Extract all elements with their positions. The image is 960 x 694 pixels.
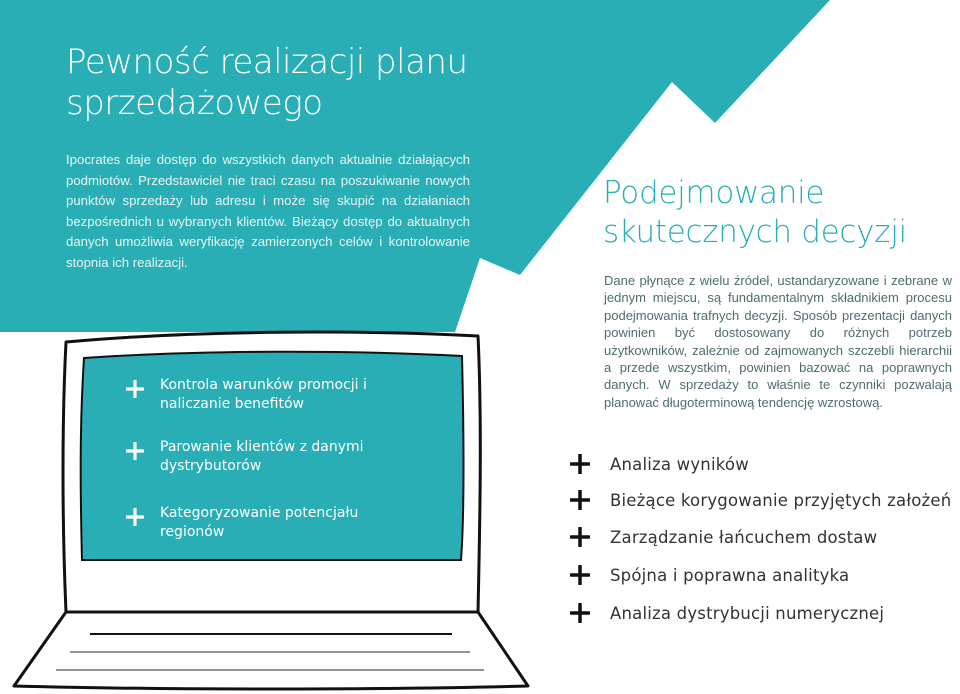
plus-icon	[126, 380, 144, 398]
right-list-item	[570, 490, 951, 510]
laptop-item-text: Kategoryzowanie potencjału regionów	[160, 505, 359, 540]
right-list-item	[570, 565, 849, 585]
right-list-item	[570, 527, 877, 547]
left-title: Pewność realizacji planu sprzedażowego	[66, 42, 468, 123]
laptop-item-text: Parowanie klientów z danymi dystrybutorów	[160, 439, 364, 474]
right-item-text: Zarządzanie łańcuchem dostaw	[610, 527, 878, 547]
right-item-text: Bieżące korygowanie przyjętych założeń	[610, 490, 952, 510]
plus-icon	[126, 442, 144, 460]
right-item-text: Analiza wyników	[610, 454, 749, 474]
plus-icon	[570, 527, 590, 547]
plus-icon	[570, 454, 590, 474]
laptop-list-item	[126, 504, 370, 542]
right-item-text: Spójna i poprawna analityka	[610, 565, 850, 585]
plus-icon	[570, 565, 590, 585]
plus-icon	[570, 603, 590, 623]
right-list-item	[570, 603, 884, 623]
right-paragraph: Dane płynące z wielu źródeł, ustandaryzowane i zebrane w jednym miejscu, są fundamentalnym składnikiem procesu podejmowania trafnych decyzji. Sposób prezentacji danych powinien być dostosowany do różnych potrzeb użytkowników, zależnie od zajmowanych szczebli hierarchii a przede wszystkim, powinien bazować na poprawnych danych. W sprzedaży to właśnie te czynniki pozwalają planować długoterminową tendencję wzrostową.	[604, 273, 952, 410]
right-title: Podejmowanie skutecznych decyzji	[603, 175, 907, 250]
plus-icon	[570, 490, 590, 510]
laptop-item-text: Kontrola warunków promocji i naliczanie benefitów	[160, 377, 367, 412]
right-item-text: Analiza dystrybucji numerycznej	[610, 603, 885, 623]
left-paragraph: Ipocrates daje dostęp do wszystkich danych aktualnie działających podmiotów. Przedstawiciel nie traci czasu na poszukiwanie nowych punktów sprzedaży lub adresu i może się skupić na działaniach bezpośrednich u wybranych klientów. Bieżący dostęp do aktualnych danych umożliwia weryfikację zamierzonych celów i kontrolowanie stopnia ich realizacji.	[66, 152, 470, 270]
plus-icon	[126, 508, 144, 526]
laptop-list-item	[126, 438, 370, 476]
right-list-item	[570, 454, 749, 474]
laptop-list-item	[126, 376, 370, 414]
